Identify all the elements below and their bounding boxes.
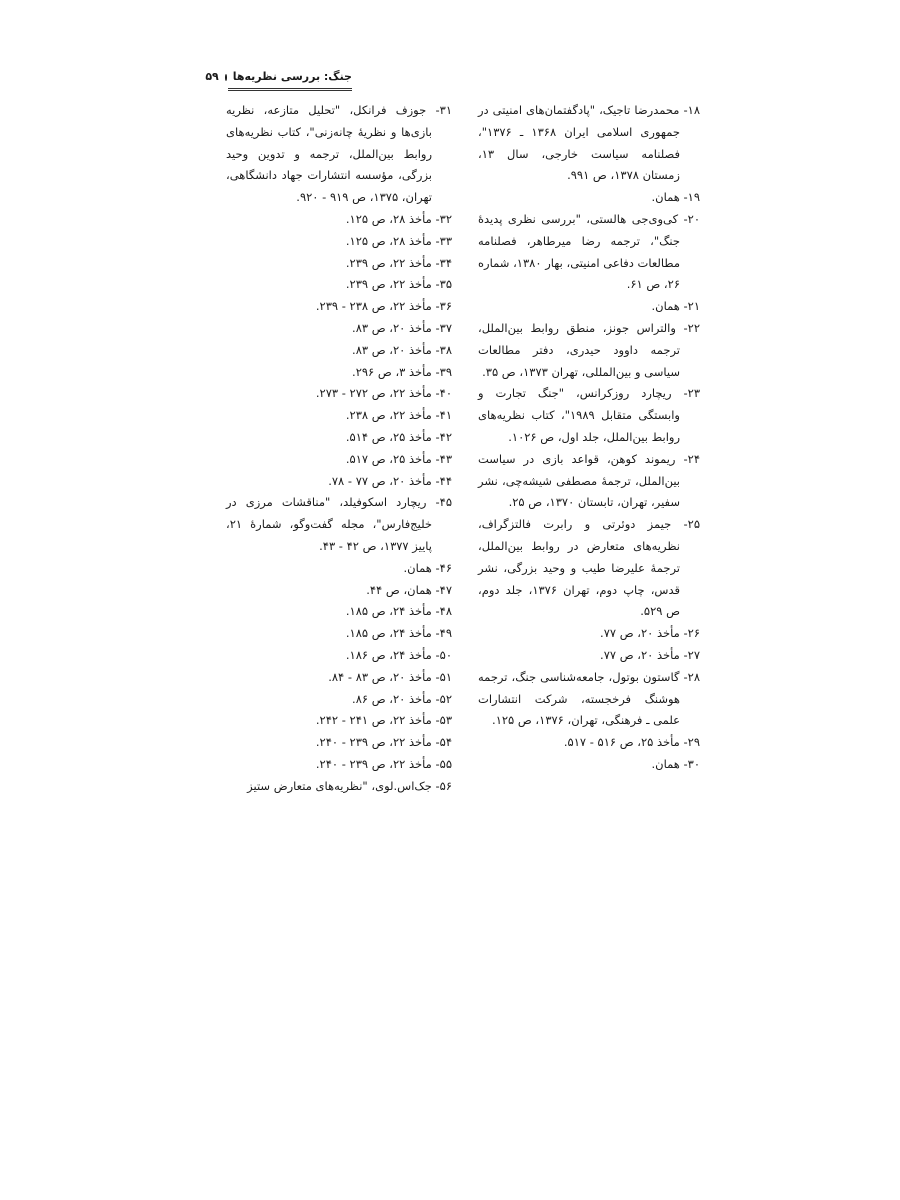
note-entry: ۲۹- مأخذ ۲۵، ص ۵۱۶ - ۵۱۷. [563,735,700,750]
note-entry: ۳۳- مأخذ ۲۸، ص ۱۲۵. [345,233,452,248]
note-entry: ۴۹- مأخذ ۲۴، ص ۱۸۵. [345,626,452,641]
note-entry: ۳۷- مأخذ ۲۰، ص ۸۳. [352,320,452,335]
note-entry: ۴۵- ریچارد اسکوفیلد، "مناقشات مرزی در خلیج‌فارس"، مجله گفت‌وگو، شمارهٔ ۲۱، پاییز ۱۳۷۷، ص ۴۲ - ۴۳. [226,495,452,553]
note-entry: ۴۳- مأخذ ۲۵، ص ۵۱۷. [345,451,452,466]
note-entry: ۲۰- کی‌وی‌جی هالستی، "بررسی نظری پدیدهٔ جنگ"، ترجمه رضا میرطاهر، فصلنامه مطالعات دفاعی امنیتی، بهار ۱۳۸۰، شماره ۲۶، ص ۶۱. [478,211,700,292]
note-entry: ۲۸- گاستون بوتول، جامعه‌شناسی جنگ، ترجمه هوشنگ فرخجسته، شرکت انتشارات علمی ـ فرهنگی، تهران، ۱۳۷۶، ص ۱۲۵. [478,669,700,728]
circle-icon [225,74,227,81]
note-entry: ۵۳- مأخذ ۲۲، ص ۲۴۱ - ۲۴۲. [315,713,452,728]
note-entry: ۱۸- محمدرضا تاجیک، "پادگفتمان‌های امنیتی در جمهوری اسلامی ایران ۱۳۶۸ ـ ۱۳۷۶"، فصلنامه سیاست خارجی، سال ۱۳، زمستان ۱۳۷۸، ص ۹۹۱. [478,103,700,183]
note-entry: ۳۶- مأخذ ۲۲، ص ۲۳۸ - ۲۳۹. [315,299,452,314]
note-entry: ۳۴- مأخذ ۲۲، ص ۲۳۹. [345,255,452,270]
note-entry: ۳۹- مأخذ ۳، ص ۲۹۶. [352,364,452,379]
note-entry: ۵۱- مأخذ ۲۰، ص ۸۳ - ۸۴. [328,669,452,684]
running-header [205,70,352,90]
note-entry: ۲۷- مأخذ ۲۰، ص ۷۷. [600,647,700,662]
note-entry: ۳۱- جوزف فرانکل، "تحلیل متازعه، نظریه بازی‌ها و نظریهٔ چانه‌زنی"، کتاب نظریه‌های روابط بین‌الملل، ترجمه و تدوین وحید بزرگی، مؤسسه انتشارات جهاد دانشگاهی، تهران، ۱۳۷۵، ص ۹۱۹ - ۹۲۰. [226,103,452,205]
note-entry: ۴۱- مأخذ ۲۲، ص ۲۳۸. [345,408,452,423]
notes-column-right [478,100,700,776]
note-entry: ۳۵- مأخذ ۲۲، ص ۲۳۹. [345,277,452,292]
note-entry: ۵۴- مأخذ ۲۲، ص ۲۳۹ - ۲۴۰. [315,735,452,750]
note-entry: ۲۳- ریچارد روزکرانس، "جنگ تجارت و وابستگی متقابل ۱۹۸۹"، کتاب نظریه‌های روابط بین‌الملل، جلد اول، ص ۱۰۲۶. [478,386,700,444]
page-number: ۵۹ [205,70,219,83]
note-entry: ۱۹- همان. [651,190,700,205]
note-entry: ۳۰- همان. [651,756,700,771]
note-entry: ۴۸- مأخذ ۲۴، ص ۱۸۵. [345,604,452,619]
note-entry: ۳۸- مأخذ ۲۰، ص ۸۳. [352,342,452,357]
note-entry: ۲۴- ریموند کوهن، قواعد بازی در سیاست بین‌الملل، ترجمهٔ مصطفی شیشه‌چی، نشر سفیر، تهران، تابستان ۱۳۷۰، ص ۲۵. [478,451,700,510]
notes-column-left [226,100,452,798]
note-entry: ۵۲- مأخذ ۲۰، ص ۸۶. [352,691,452,706]
note-entry: ۴۲- مأخذ ۲۵، ص ۵۱۴. [345,429,452,444]
note-entry: ۵۵- مأخذ ۲۲، ص ۲۳۹ - ۲۴۰. [315,756,452,771]
note-entry: ۲۶- مأخذ ۲۰، ص ۷۷. [600,626,700,641]
note-entry: ۴۰- مأخذ ۲۲، ص ۲۷۲ - ۲۷۳. [315,386,452,401]
running-title: جنگ: بررسی نظریه‌ها [232,70,352,83]
note-entry: ۲۱- همان. [651,299,700,314]
note-entry: ۲۲- والتراس جونز، منطق روابط بین‌الملل، ترجمه داوود حیدری، دفتر مطالعات سیاسی و بین‌المللی، تهران ۱۳۷۳، ص ۳۵. [478,320,700,379]
note-entry: ۲۵- جیمز دوئرتی و رابرت فالتزگراف، نظریه‌های متعارض در روابط بین‌الملل، ترجمهٔ علیرضا طیب و وحید بزرگی، نشر قدس، چاپ دوم، تهران ۱۳۷۶، جلد دوم، ص ۵۲۹. [478,517,700,619]
header-line [205,70,352,84]
note-entry: ۴۷- همان، ص ۴۴. [366,582,452,597]
note-entry: ۴۶- همان. [403,560,452,575]
note-entry: ۵۰- مأخذ ۲۴، ص ۱۸۶. [345,647,452,662]
note-entry: ۵۶- جک‌اس.لوی، "نظریه‌های متعارض ستیز [247,778,452,793]
header-rule [228,88,352,91]
note-entry: ۴۴- مأخذ ۲۰، ص ۷۷ - ۷۸. [328,473,452,488]
note-entry: ۳۲- مأخذ ۲۸، ص ۱۲۵. [345,211,452,226]
